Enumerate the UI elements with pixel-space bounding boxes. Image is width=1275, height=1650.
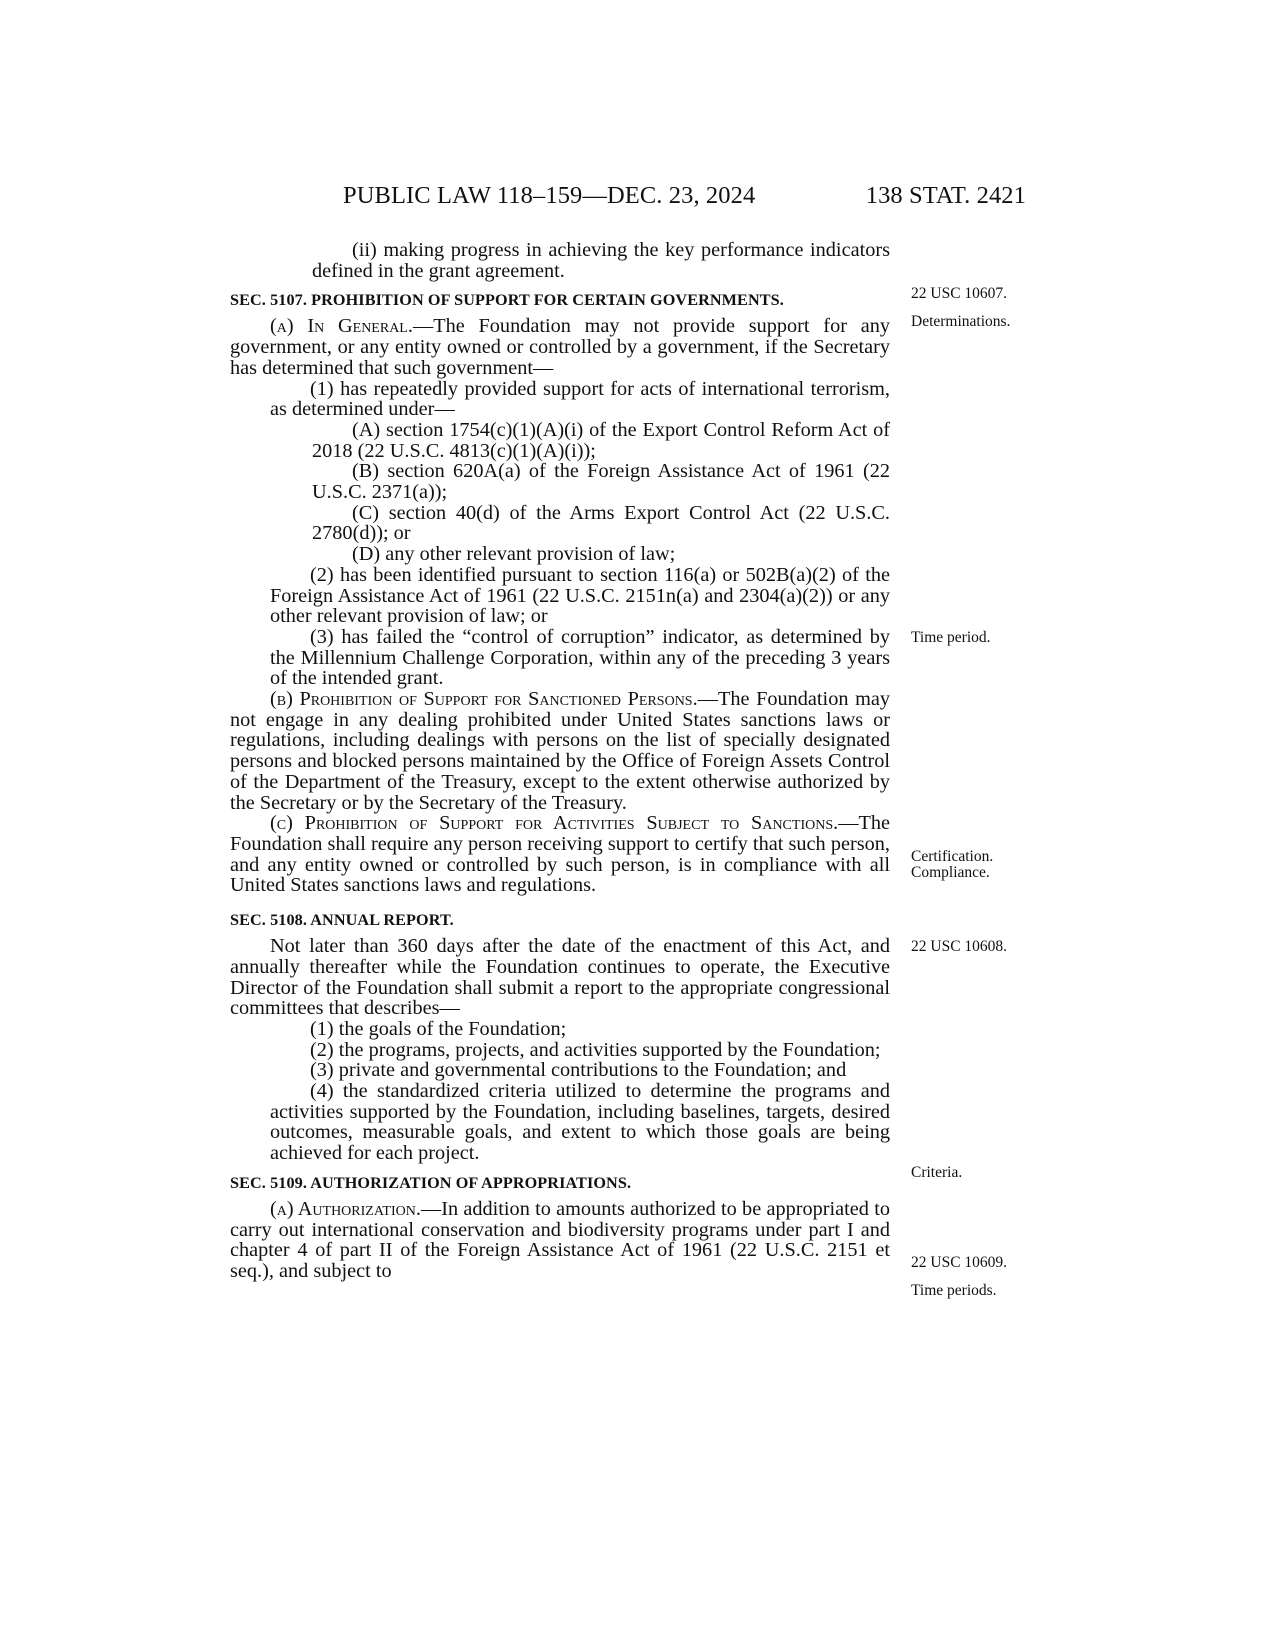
- margin-note-time-period: Time period.: [911, 629, 991, 646]
- sec5107-c-caption: (c) Prohibition of Support for Activities Subject to Sanctions.: [270, 812, 839, 835]
- public-law-citation: PUBLIC LAW 118–159—DEC. 23, 2024: [343, 182, 756, 209]
- sec5108-item-1: (1) the goals of the Foundation;: [310, 1017, 567, 1040]
- margin-note-certification: Certification.: [911, 848, 994, 865]
- sec5109-a-text: —In addition to amounts authorized to be appropriated to carry out international conservation and biodiversity programs under part I and chapter 4 of part II of the Foreign Assistance Act of 1961 (22 U.S.C. 2151 et seq.), and subject to: [230, 1197, 890, 1282]
- margin-note-usc-10607: 22 USC 10607.: [911, 285, 1008, 302]
- margin-note-criteria: Criteria.: [911, 1164, 963, 1181]
- section-5107-heading: SEC. 5107. PROHIBITION OF SUPPORT FOR CERTAIN GOVERNMENTS.: [230, 291, 784, 310]
- sec5107-c-text: —The Foundation shall require any person receiving support to certify that such person, and any entity owned or controlled by such person, is in compliance with all United States sanctions laws and regulations.: [230, 812, 890, 897]
- sec5107-a-text: —The Foundation may not provide support for any government, or any entity owned or controlled by a government, if the Secretary has determined that such government—: [230, 315, 890, 379]
- sec5107-subsection-a: [230, 316, 890, 378]
- margin-note-compliance: Compliance.: [911, 864, 990, 881]
- section-5109-heading: SEC. 5109. AUTHORIZATION OF APPROPRIATIONS.: [230, 1173, 632, 1192]
- sec5107-a-caption: (a) In General.: [270, 315, 413, 338]
- margin-note-determinations: Determinations.: [911, 313, 1011, 330]
- statute-page-number: 138 STAT. 2421: [865, 182, 1026, 209]
- sec5107-b-text: —The Foundation may not engage in any dealing prohibited under United States sanctions laws or regulations, including dealings with persons on the list of specially designated persons and blocked persons maintained by the Office of Foreign Assets Control of the Department of the Treasury, except to the extent otherwise authorized by the Secretary or by the Secretary of the Treasury.: [230, 688, 890, 814]
- sec5107-a-1-A: (A) section 1754(c)(1)(A)(i) of the Export Control Reform Act of 2018 (22 U.S.C. 4813(c)(1)(A)(i));: [312, 418, 890, 462]
- sec5108-item-2: (2) the programs, projects, and activities supported by the Foundation;: [310, 1038, 881, 1061]
- sec5107-a-1-B: (B) section 620A(a) of the Foreign Assistance Act of 1961 (22 U.S.C. 2371(a));: [312, 460, 890, 504]
- sec5107-subsection-c: [230, 813, 890, 896]
- margin-note-time-periods: Time periods.: [911, 1282, 997, 1299]
- running-header: [343, 181, 1026, 211]
- margin-note-usc-10608: 22 USC 10608.: [911, 938, 1008, 955]
- sec5107-a-1: (1) has repeatedly provided support for acts of international terrorism, as determined under—: [270, 377, 890, 421]
- sec5107-a-1-D: (D) any other relevant provision of law;: [352, 543, 676, 566]
- statute-text: [230, 240, 890, 1282]
- sec5107-subsection-b: [230, 689, 890, 813]
- margin-note-usc-10609: 22 USC 10609.: [911, 1254, 1008, 1271]
- section-5108-heading: SEC. 5108. ANNUAL REPORT.: [230, 911, 454, 930]
- sec5107-a-3: (3) has failed the “control of corruption” indicator, as determined by the Millennium Challenge Corporation, within any of the preceding 3 years of the intended grant.: [270, 625, 890, 690]
- sec5107-b-caption: (b) Prohibition of Support for Sanctioned Persons.: [270, 688, 698, 711]
- sec5109-subsection-a: [230, 1199, 890, 1282]
- sec5108-item-4: (4) the standardized criteria utilized to determine the programs and activities supported by the Foundation, including baselines, targets, desired outcomes, measurable goals, and extent to which those goals are being achieved for each project.: [270, 1080, 890, 1165]
- sec5107-a-2: (2) has been identified pursuant to section 116(a) or 502B(a)(2) of the Foreign Assistance Act of 1961 (22 U.S.C. 2151n(a) and 2304(a)(2)) or any other relevant provision of law; or: [270, 563, 890, 628]
- sec5108-intro: Not later than 360 days after the date of the enactment of this Act, and annually thereafter while the Foundation continues to operate, the Executive Director of the Foundation shall submit a report to the appropriate congressional committees that describes—: [230, 935, 890, 1020]
- sec5109-a-caption: (a) Authorization.: [270, 1197, 421, 1220]
- sec5107-a-1-C: (C) section 40(d) of the Arms Export Control Act (22 U.S.C. 2780(d)); or: [312, 501, 890, 545]
- sec5108-item-3: (3) private and governmental contributions to the Foundation; and: [310, 1059, 847, 1082]
- paragraph-ii: (ii) making progress in achieving the key performance indicators defined in the grant agreement.: [312, 239, 890, 282]
